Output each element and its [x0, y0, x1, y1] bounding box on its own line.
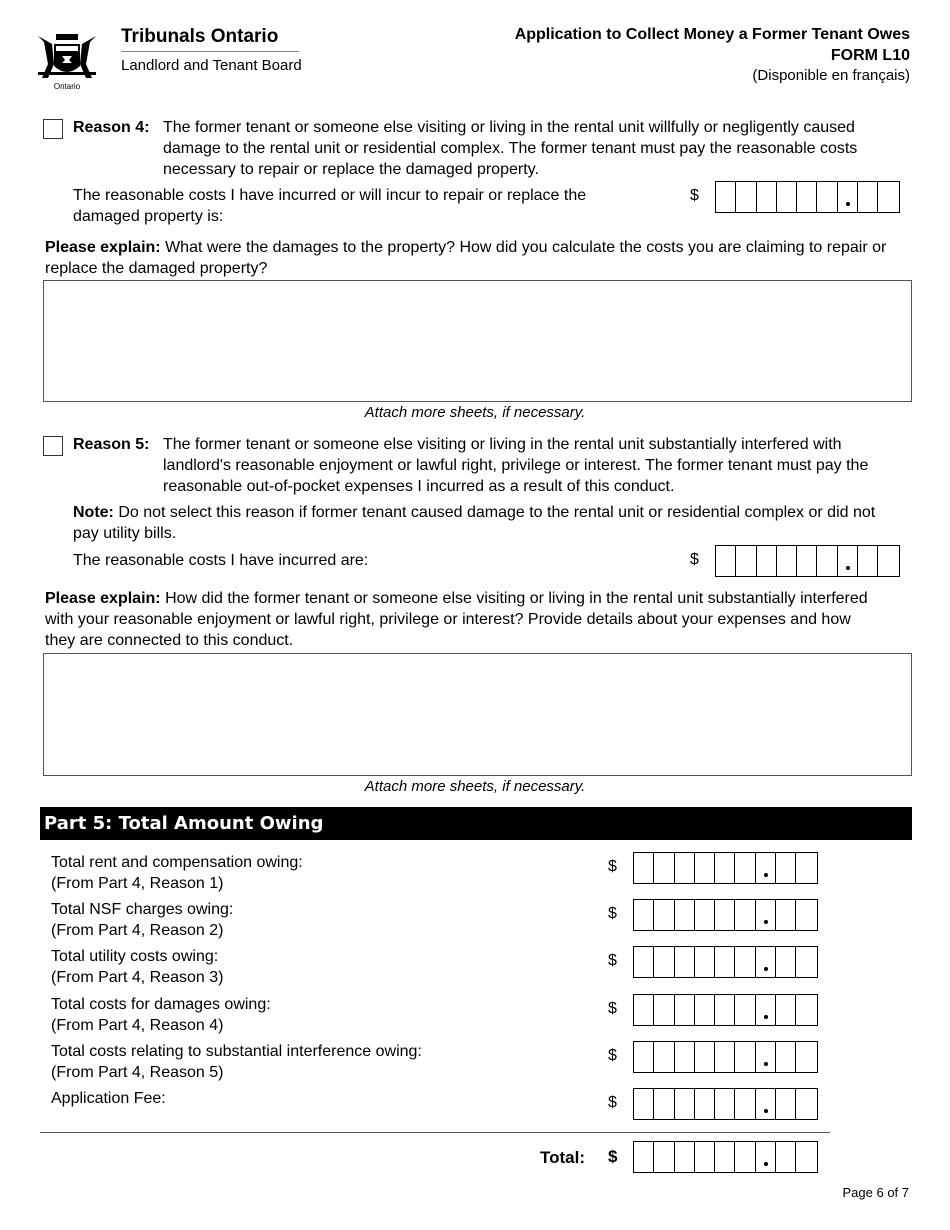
- row-label: Total costs for damages owing:: [51, 996, 271, 1013]
- row-label: Application Fee:: [51, 1090, 166, 1107]
- french-note: (Disponible en français): [752, 67, 910, 84]
- row-sublabel: (From Part 4, Reason 4): [51, 1017, 224, 1034]
- explain-label: Please explain:: [45, 590, 161, 607]
- reason4-explain: [45, 237, 910, 279]
- reason5-explain: [45, 588, 875, 651]
- reason4-cost-label: The reasonable costs I have incurred or will incur to repair or replace the damaged property is:: [73, 187, 587, 225]
- row-sublabel: (From Part 4, Reason 1): [51, 875, 224, 892]
- note-label: Note:: [73, 504, 114, 521]
- reason5-explain-textarea[interactable]: [43, 653, 912, 776]
- explain-text: What were the damages to the property? How did you calculate the costs you are claiming to repair or replace the damaged property?: [45, 239, 887, 277]
- reason5-amount-field[interactable]: [715, 545, 900, 577]
- reason5-label: Reason 5:: [73, 436, 150, 453]
- reason4-text: The former tenant or someone else visiting or living in the rental unit willfully or negligently caused damage to the rental unit or residential complex. The former tenant must pay the reasonable costs necessary to repair or replace the damaged property.: [163, 119, 858, 178]
- dollar-sign: $: [608, 952, 617, 969]
- part5-heading: Part 5: Total Amount Owing: [40, 807, 912, 840]
- row-label: Total utility costs owing:: [51, 948, 219, 965]
- svg-text:Ontario: Ontario: [53, 82, 81, 91]
- dollar-sign: $: [608, 1094, 617, 1111]
- total-divider: [40, 1132, 830, 1133]
- explain-text: How did the former tenant or someone else visiting or living in the rental unit substantially interfered with your reasonable enjoyment or lawful right, privilege or interest? Provide details about your expenses and how they are connected to this conduct.: [45, 590, 868, 649]
- row-label: Total NSF charges owing:: [51, 901, 234, 918]
- part5-amount-field[interactable]: [633, 1041, 818, 1073]
- total-label: Total:: [540, 1148, 586, 1167]
- dollar-sign: $: [608, 858, 617, 875]
- part5-amount-field[interactable]: [633, 899, 818, 931]
- reason4-amount-field[interactable]: [715, 181, 900, 213]
- part5-row-label: [51, 946, 224, 988]
- reason5-attach-note: Attach more sheets, if necessary.: [364, 778, 586, 795]
- part5-amount-field[interactable]: [633, 852, 818, 884]
- org-name: Tribunals Ontario: [121, 26, 279, 47]
- reason5-checkbox[interactable]: [43, 436, 63, 456]
- row-label: Total costs relating to substantial interference owing:: [51, 1043, 422, 1060]
- reason4-label: Reason 4:: [73, 119, 150, 136]
- reason4-explain-textarea[interactable]: [43, 280, 912, 402]
- row-sublabel: (From Part 4, Reason 5): [51, 1064, 224, 1081]
- header-divider: [121, 51, 299, 52]
- row-label: Total rent and compensation owing:: [51, 854, 303, 871]
- form-number: FORM L10: [830, 47, 910, 64]
- total-amount-field[interactable]: [633, 1141, 818, 1173]
- page-number: Page 6 of 7: [842, 1185, 909, 1200]
- row-sublabel: (From Part 4, Reason 3): [51, 969, 224, 986]
- explain-label: Please explain:: [45, 239, 161, 256]
- ontario-coat-of-arms-logo: [34, 26, 100, 92]
- reason5-note: [73, 502, 893, 544]
- part5-row-label: [51, 994, 271, 1036]
- part5-row-label: [51, 1088, 166, 1109]
- row-sublabel: (From Part 4, Reason 2): [51, 922, 224, 939]
- reason4-attach-note: Attach more sheets, if necessary.: [364, 404, 586, 421]
- reason4-checkbox[interactable]: [43, 119, 63, 139]
- part5-amount-field[interactable]: [633, 1088, 818, 1120]
- board-name: Landlord and Tenant Board: [121, 57, 302, 74]
- dollar-sign: $: [608, 1047, 617, 1064]
- reason5-cost-label: The reasonable costs I have incurred are:: [73, 552, 369, 569]
- dollar-sign: $: [690, 187, 699, 204]
- part5-amount-field[interactable]: [633, 994, 818, 1026]
- dollar-sign: $: [690, 551, 699, 568]
- part5-row-label: [51, 1041, 422, 1083]
- dollar-sign: $: [608, 905, 617, 922]
- dollar-sign: $: [608, 1000, 617, 1017]
- part5-row-label: [51, 852, 303, 894]
- reason5-text: The former tenant or someone else visiting or living in the rental unit substantially interfered with landlord's reasonable enjoyment or lawful right, privilege or interest. The former tenant must pay the reasonable out-of-pocket expenses I incurred as a result of this conduct.: [163, 436, 869, 495]
- note-text: Do not select this reason if former tenant caused damage to the rental unit or residential complex or did not pay utility bills.: [73, 504, 876, 542]
- dollar-sign: $: [608, 1147, 618, 1166]
- part5-amount-field[interactable]: [633, 946, 818, 978]
- form-title: Application to Collect Money a Former Tenant Owes: [514, 26, 910, 43]
- part5-row-label: [51, 899, 233, 941]
